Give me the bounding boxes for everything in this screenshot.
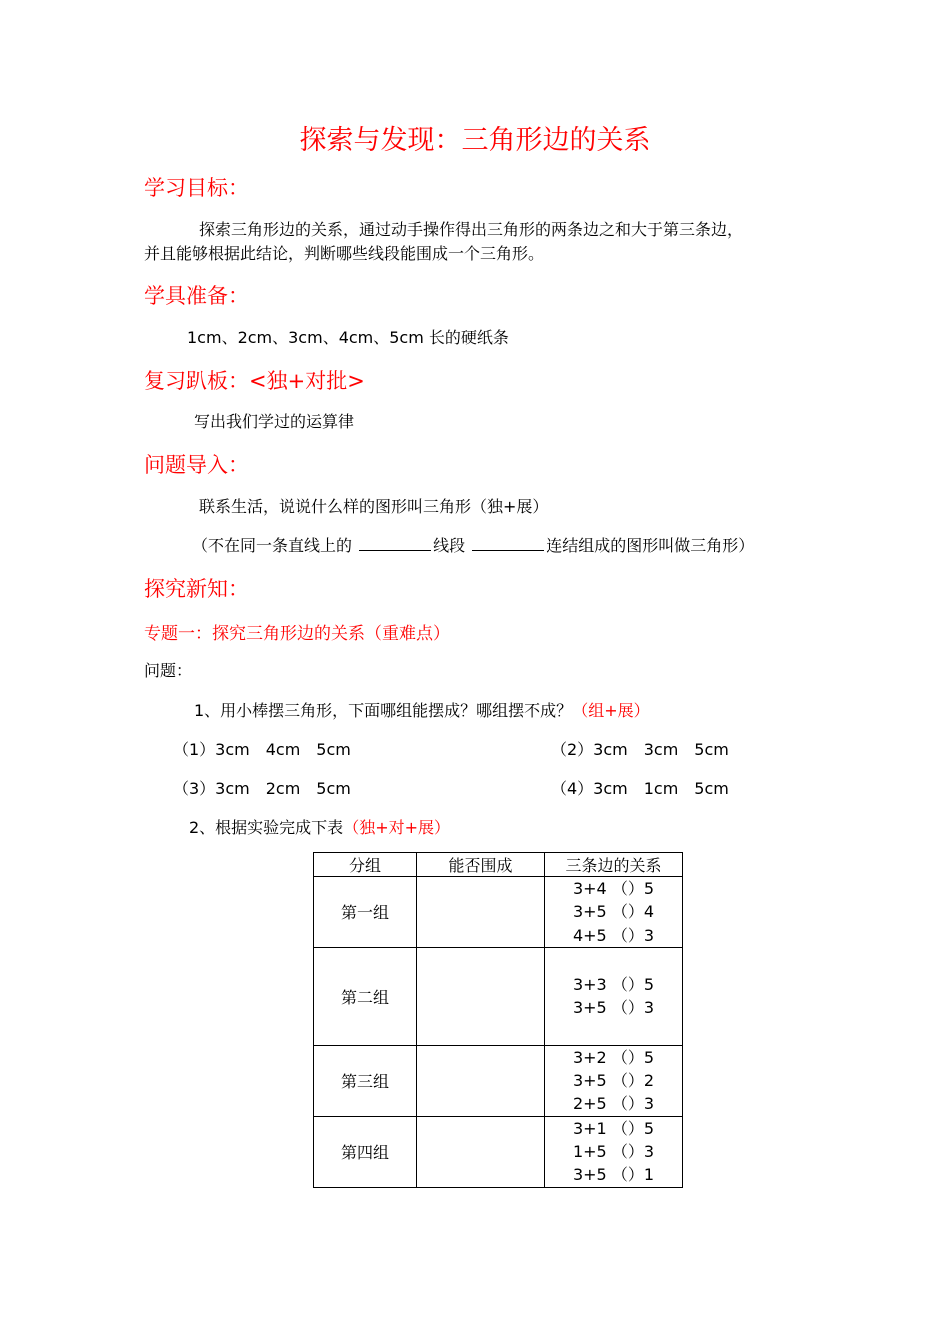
relation-line: 3+5 （）2 bbox=[572, 1071, 655, 1091]
intro-line-2-part-a: （不在同一条直线上的 bbox=[192, 536, 353, 555]
relation-line: 3+1 （）5 bbox=[572, 1118, 655, 1138]
table-row bbox=[314, 947, 683, 1045]
fill-blank-1[interactable] bbox=[359, 536, 431, 551]
question-1-text: 1、用小棒摆三角形，下面哪组能摆成？哪组摆不成？ bbox=[194, 701, 573, 720]
question-1 bbox=[194, 698, 650, 721]
intro-text-line-2 bbox=[192, 533, 754, 556]
group-cell: 第四组 bbox=[314, 1116, 417, 1187]
review-heading: 复习趴板：<独+对批> bbox=[144, 369, 365, 393]
can-form-cell[interactable] bbox=[417, 1116, 545, 1187]
option-2: （2）3cm 3cm 5cm bbox=[551, 740, 729, 759]
relation-line: 3+5 （）4 bbox=[572, 902, 655, 922]
group-cell: 第二组 bbox=[314, 947, 417, 1045]
relation-cell bbox=[545, 1116, 683, 1187]
relation-line: 4+5 （）3 bbox=[572, 925, 655, 945]
option-1: （1）3cm 4cm 5cm bbox=[173, 740, 351, 759]
table-row bbox=[314, 1116, 683, 1187]
can-form-cell[interactable] bbox=[417, 947, 545, 1045]
relation-line: 3+4 （）5 bbox=[572, 879, 655, 898]
tools-text: 1cm、2cm、3cm、4cm、5cm 长的硬纸条 bbox=[187, 328, 509, 347]
goal-text-line-2: 并且能够根据此结论，判断哪些线段能围成一个三角形。 bbox=[144, 244, 545, 263]
intro-text-line-1: 联系生活，说说什么样的图形叫三角形（独+展） bbox=[199, 497, 549, 516]
relation-line: 3+5 （）3 bbox=[572, 998, 655, 1018]
intro-line-2-part-b: 线段 bbox=[433, 536, 466, 555]
relation-line: 3+2 （）5 bbox=[572, 1047, 655, 1067]
relation-cell bbox=[545, 877, 683, 948]
can-form-cell[interactable] bbox=[417, 1045, 545, 1116]
relation-line: 2+5 （）3 bbox=[572, 1094, 655, 1114]
option-4: （4）3cm 1cm 5cm bbox=[551, 779, 729, 798]
can-form-cell[interactable] bbox=[417, 877, 545, 948]
question-1-tag: （组+展） bbox=[572, 701, 650, 720]
option-3: （3）3cm 2cm 5cm bbox=[173, 779, 351, 798]
group-cell: 第一组 bbox=[314, 877, 417, 948]
goal-heading: 学习目标： bbox=[144, 176, 249, 200]
header-can-form: 能否围成 bbox=[417, 853, 545, 877]
header-relation: 三条边的关系 bbox=[545, 853, 683, 877]
relation-line: 3+3 （）5 bbox=[572, 975, 655, 995]
review-text: 写出我们学过的运算律 bbox=[194, 412, 355, 431]
experiment-table bbox=[313, 852, 683, 1188]
fill-blank-2[interactable] bbox=[472, 536, 544, 551]
explore-heading: 探究新知： bbox=[144, 577, 249, 601]
intro-heading: 问题导入： bbox=[144, 453, 249, 477]
relation-line: 1+5 （）3 bbox=[572, 1142, 655, 1162]
intro-line-2-part-c: 连结组成的图形叫做三角形） bbox=[546, 536, 755, 555]
question-label: 问题： bbox=[144, 661, 193, 680]
table-row bbox=[314, 877, 683, 948]
question-2 bbox=[189, 815, 450, 838]
question-2-text: 2、根据实验完成下表 bbox=[189, 818, 344, 837]
relation-line: 3+5 （）1 bbox=[572, 1165, 655, 1185]
relation-cell bbox=[545, 947, 683, 1045]
tools-heading: 学具准备： bbox=[144, 284, 249, 308]
relation-cell bbox=[545, 1045, 683, 1116]
group-cell: 第三组 bbox=[314, 1045, 417, 1116]
page-title: 探索与发现：三角形边的关系 bbox=[299, 125, 651, 156]
goal-text-line-1: 探索三角形边的关系，通过动手操作得出三角形的两条边之和大于第三条边， bbox=[199, 220, 744, 239]
header-group: 分组 bbox=[314, 853, 417, 877]
topic-heading: 专题一：探究三角形边的关系（重难点） bbox=[144, 624, 450, 644]
table-header-row bbox=[314, 853, 683, 877]
table-row bbox=[314, 1045, 683, 1116]
question-2-tag: （独+对+展） bbox=[343, 818, 451, 837]
